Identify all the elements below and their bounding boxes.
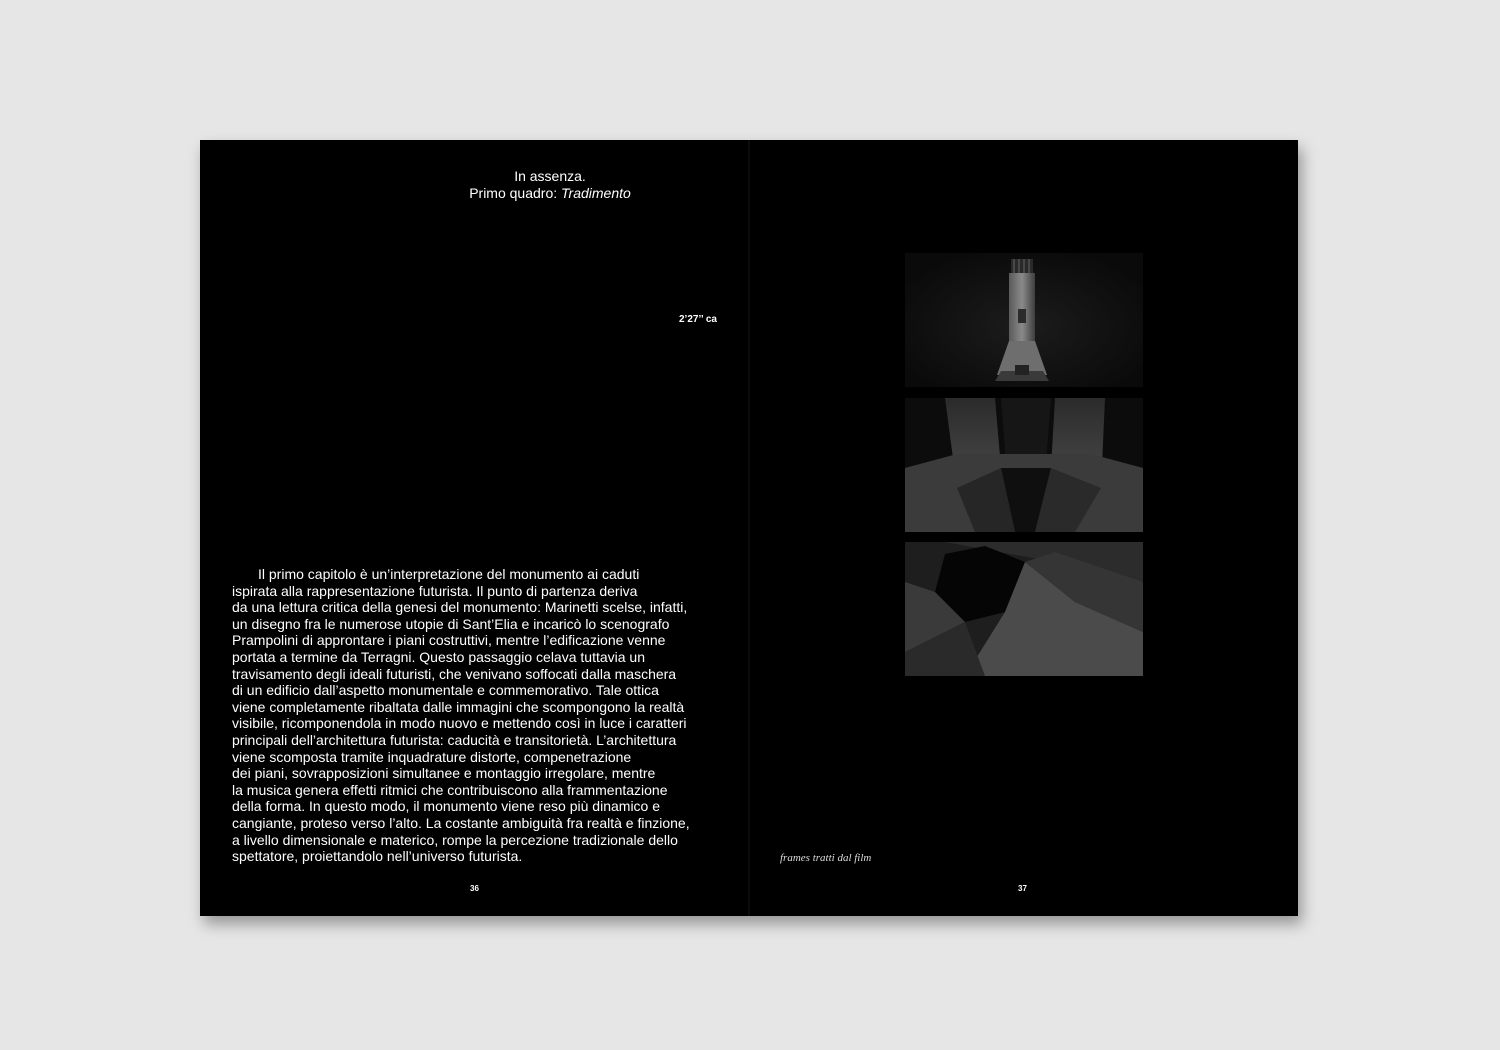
- film-frame-tower: [905, 253, 1143, 387]
- film-frame-pillars: [905, 398, 1143, 532]
- title-italic: Tradimento: [561, 185, 631, 201]
- title-line-2: [350, 185, 750, 202]
- body-line: di un edificio dall’aspetto monumentale e commemorativo. Tale ottica: [232, 682, 659, 699]
- body-line: ispirata alla rappresentazione futurista. Il punto di partenza deriva: [232, 582, 638, 599]
- body-line: visibile, ricomponendola in modo nuovo e mettendo così in luce i caratteri: [232, 715, 687, 732]
- body-line: da una lettura critica della genesi del monumento: Marinetti scelse, infatti,: [232, 599, 688, 616]
- book-spread: [200, 140, 1298, 916]
- body-line: la musica genera effetti ritmici che contribuiscono alla frammentazione: [232, 781, 668, 798]
- body-line: a livello dimensionale e materico, rompe la percezione tradizionale dello: [232, 831, 678, 848]
- body-line: Il primo capitolo è un’interpretazione del monumento ai caduti: [258, 566, 640, 582]
- body-line: Prampolini di approntare i piani costruttivi, mentre l’edificazione venne: [232, 632, 666, 649]
- page-number-left: 36: [470, 884, 479, 893]
- body-line: travisamento degli ideali futuristi, che venivano soffocati dalla maschera: [232, 665, 677, 682]
- chapter-title: [350, 168, 750, 202]
- film-frame-shards: [905, 542, 1143, 676]
- body-line: spettatore, proiettandolo nell’universo futurista.: [232, 848, 523, 865]
- body-line: portata a termine da Terragni. Questo passaggio celava tuttavia un: [232, 648, 645, 665]
- body-paragraph: [232, 566, 732, 865]
- body-line: della forma. In questo modo, il monumento viene reso più dinamico e: [232, 798, 661, 815]
- title-prefix: Primo quadro:: [469, 185, 562, 201]
- body-line: principali dell’architettura futurista: caducità e transitorietà. L’architettura: [232, 731, 677, 748]
- frames-caption: frames tratti dal film: [780, 852, 872, 864]
- body-line: un disegno fra le numerose utopie di Sant’Elia e incaricò lo scenografo: [232, 615, 670, 632]
- body-line: dei piani, sovrapposizioni simultanee e montaggio irregolare, mentre: [232, 765, 656, 782]
- duration-label: 2’27’’ ca: [679, 314, 717, 325]
- body-line: cangiante, proteso verso l’alto. La costante ambiguità fra realtà e finzione,: [232, 814, 690, 831]
- gutter: [748, 140, 750, 916]
- title-line-1: In assenza.: [514, 168, 586, 184]
- body-line: viene completamente ribaltata dalle immagini che scompongono la realtà: [232, 698, 685, 715]
- body-line: viene scomposta tramite inquadrature distorte, compenetrazione: [232, 748, 632, 765]
- page-number-right: 37: [1018, 884, 1027, 893]
